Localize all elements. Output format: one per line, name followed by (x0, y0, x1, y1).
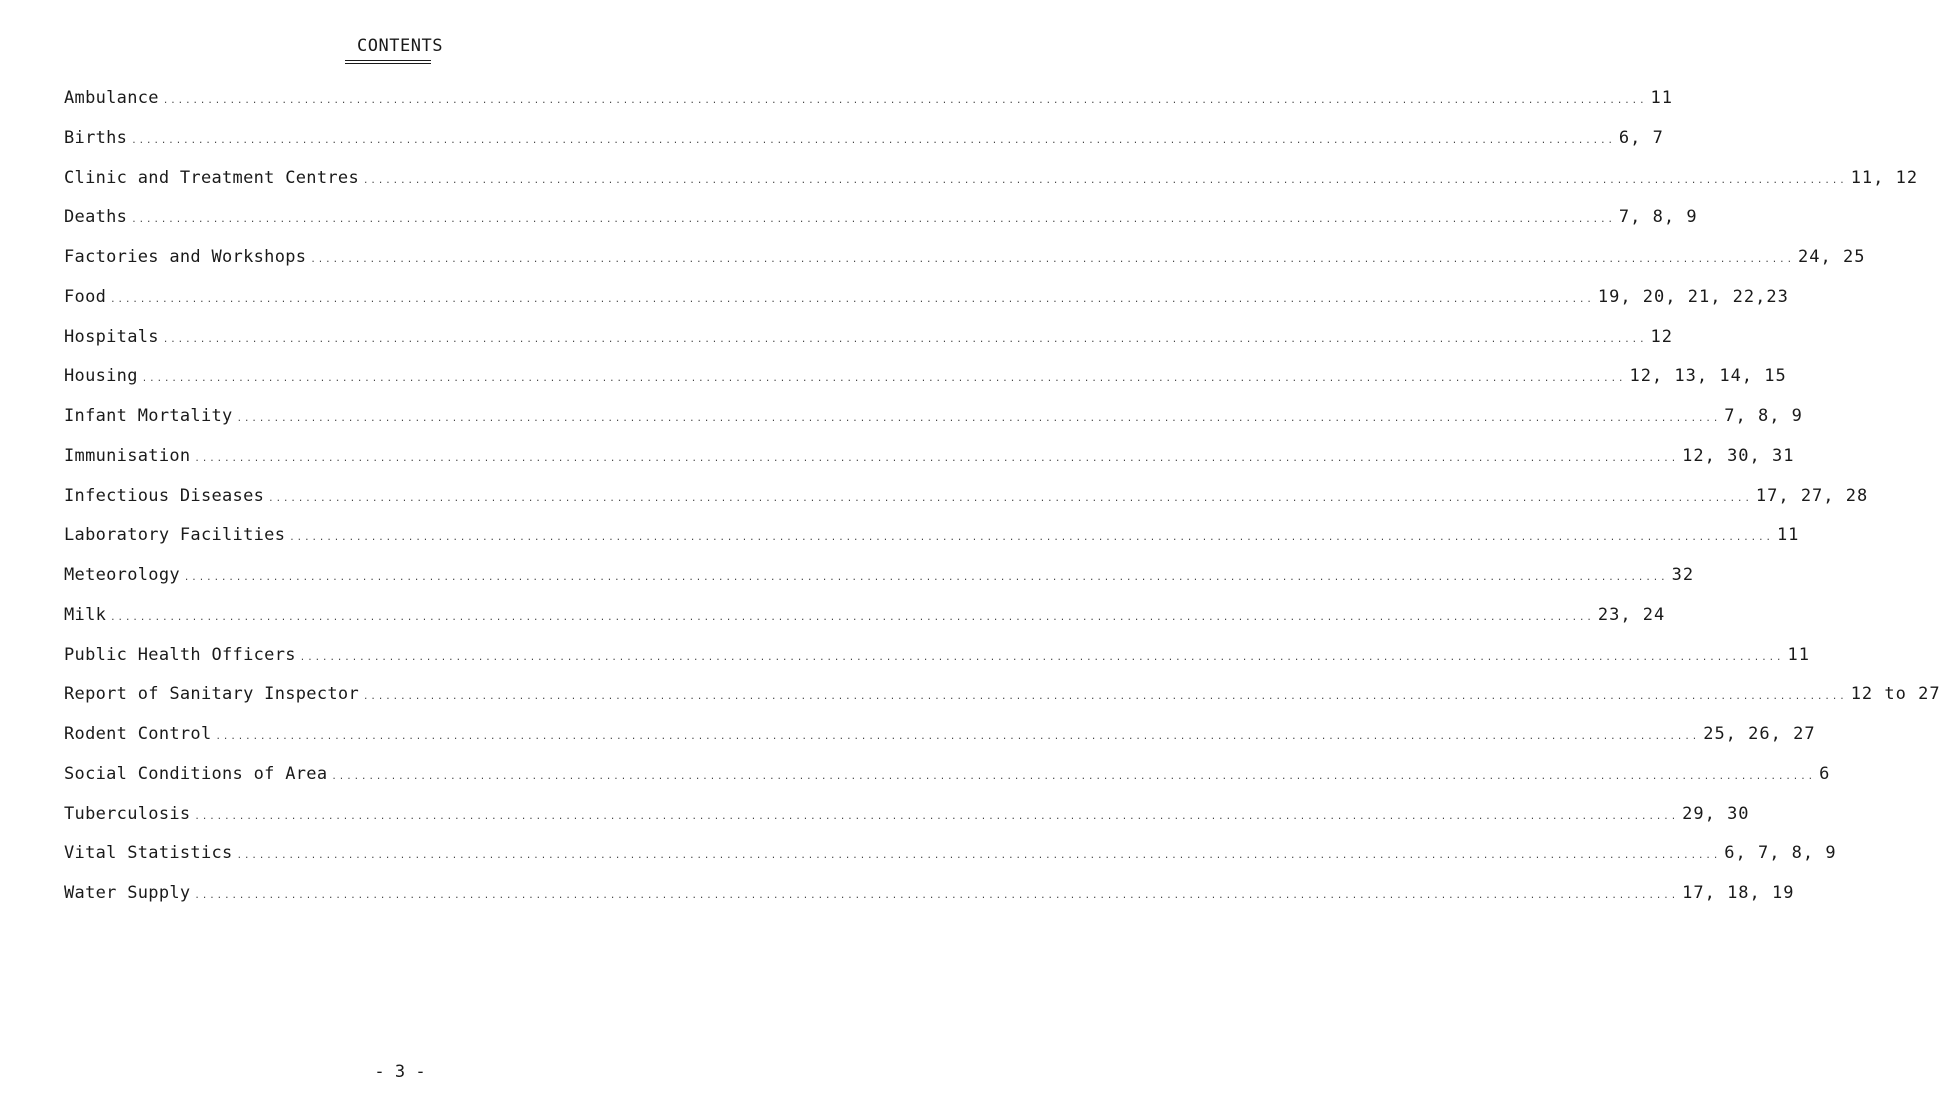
dot-leader: ........................................................................................................................................................................................................ (131, 135, 1615, 146)
entry-label: Deaths (64, 207, 128, 228)
contents-entry (64, 565, 1695, 605)
entry-pages: 11 (1650, 88, 1674, 108)
entry-pages: 11 (1787, 644, 1810, 665)
contents-entry (64, 207, 1698, 247)
contents-list (64, 88, 1941, 923)
entry-label: Rodent Control (64, 724, 212, 744)
contents-entry (64, 167, 1919, 208)
entry-label: Meteorology (64, 565, 180, 585)
entry-label: Water Supply (64, 883, 191, 903)
contents-entry (64, 127, 1664, 168)
dot-leader: ........................................................................................................................................................................................................ (110, 612, 1594, 623)
entry-label: Laboratory Facilities (64, 525, 286, 546)
contents-entry (64, 763, 1831, 804)
entry-label: Public Health Officers (64, 644, 296, 665)
page-title: CONTENTS (357, 36, 443, 56)
contents-entry (64, 604, 1666, 645)
entry-pages: 12 (1650, 326, 1674, 347)
title-underline (345, 60, 431, 61)
contents-entry (64, 326, 1674, 367)
entry-pages: 24, 25 (1798, 247, 1866, 267)
contents-entry (64, 644, 1810, 685)
contents-entry (64, 366, 1787, 406)
dot-leader: ........................................................................................................................................................................................................ (236, 414, 1721, 424)
dot-leader: ........................................................................................................................................................................................................ (289, 533, 1773, 544)
entry-pages: 32 (1671, 565, 1695, 585)
dot-leader: ........................................................................................................................................................................................................ (362, 692, 1847, 703)
entry-label: Immunisation (64, 445, 191, 466)
entry-label: Social Conditions of Area (64, 763, 328, 784)
entry-pages: 29, 30 (1682, 803, 1750, 824)
entry-pages: 12, 30, 31 (1682, 445, 1795, 466)
entry-pages: 17, 27, 28 (1755, 485, 1869, 506)
entry-pages: 6, 7, 8, 9 (1724, 843, 1837, 864)
entry-label: Hospitals (64, 326, 159, 347)
contents-entry (64, 724, 1816, 764)
entry-label: Food (64, 286, 107, 307)
entry-pages: 6 (1819, 763, 1831, 784)
entry-pages: 19, 20, 21, 22,23 (1597, 286, 1789, 307)
dot-leader: ........................................................................................................................................................................................................ (310, 255, 1795, 265)
entry-label: Ambulance (64, 88, 159, 108)
contents-entry (64, 247, 1866, 287)
dot-leader: ........................................................................................................................................................................................................ (183, 573, 1668, 583)
entry-label: Clinic and Treatment Centres (64, 167, 359, 188)
dot-leader: ........................................................................................................................................................................................................ (162, 334, 1647, 345)
dot-leader: ........................................................................................................................................................................................................ (362, 175, 1847, 186)
entry-pages: 11 (1776, 525, 1800, 546)
dot-leader: ........................................................................................................................................................................................................ (110, 294, 1594, 305)
contents-entry (64, 525, 1800, 565)
entry-label: Births (64, 127, 128, 148)
entry-pages: 12 to 27 (1850, 684, 1941, 705)
title-underline-second (345, 63, 431, 64)
contents-entry (64, 803, 1750, 844)
dot-leader: ........................................................................................................................................................................................................ (162, 96, 1647, 106)
dot-leader: ........................................................................................................................................................................................................ (299, 652, 1784, 663)
dot-leader: ........................................................................................................................................................................................................ (141, 374, 1626, 385)
dot-leader: ........................................................................................................................................................................................................ (236, 851, 1721, 862)
dot-leader: ........................................................................................................................................................................................................ (194, 453, 1679, 464)
entry-label: Factories and Workshops (64, 247, 307, 267)
entry-label: Infectious Diseases (64, 485, 265, 506)
entry-pages: 25, 26, 27 (1703, 724, 1816, 744)
dot-leader: ........................................................................................................................................................................................................ (268, 493, 1752, 504)
entry-label: Housing (64, 366, 138, 387)
contents-entry (64, 445, 1795, 486)
contents-entry (64, 883, 1795, 923)
entry-pages: 12, 13, 14, 15 (1629, 366, 1787, 387)
page-number: - 3 - (374, 1062, 426, 1082)
entry-pages: 6, 7 (1618, 127, 1664, 148)
contents-entry (64, 684, 1941, 724)
entry-label: Milk (64, 604, 107, 625)
entry-pages: 17, 18, 19 (1682, 883, 1795, 903)
entry-pages: 7, 8, 9 (1618, 207, 1698, 228)
contents-entry (64, 88, 1674, 128)
dot-leader: ........................................................................................................................................................................................................ (215, 732, 1700, 742)
entry-label: Report of Sanitary Inspector (64, 684, 359, 705)
entry-pages: 7, 8, 9 (1724, 406, 1803, 426)
dot-leader: ........................................................................................................................................................................................................ (131, 215, 1615, 226)
entry-label: Tuberculosis (64, 803, 191, 824)
entry-pages: 11, 12 (1850, 167, 1919, 188)
entry-label: Infant Mortality (64, 406, 233, 426)
entry-pages: 23, 24 (1597, 604, 1666, 625)
contents-entry (64, 485, 1869, 526)
contents-entry (64, 843, 1837, 883)
dot-leader: ........................................................................................................................................................................................................ (194, 811, 1679, 822)
dot-leader: ........................................................................................................................................................................................................ (194, 891, 1679, 901)
entry-label: Vital Statistics (64, 843, 233, 864)
dot-leader: ........................................................................................................................................................................................................ (331, 771, 1816, 782)
contents-entry (64, 286, 1789, 327)
contents-entry (64, 406, 1803, 446)
